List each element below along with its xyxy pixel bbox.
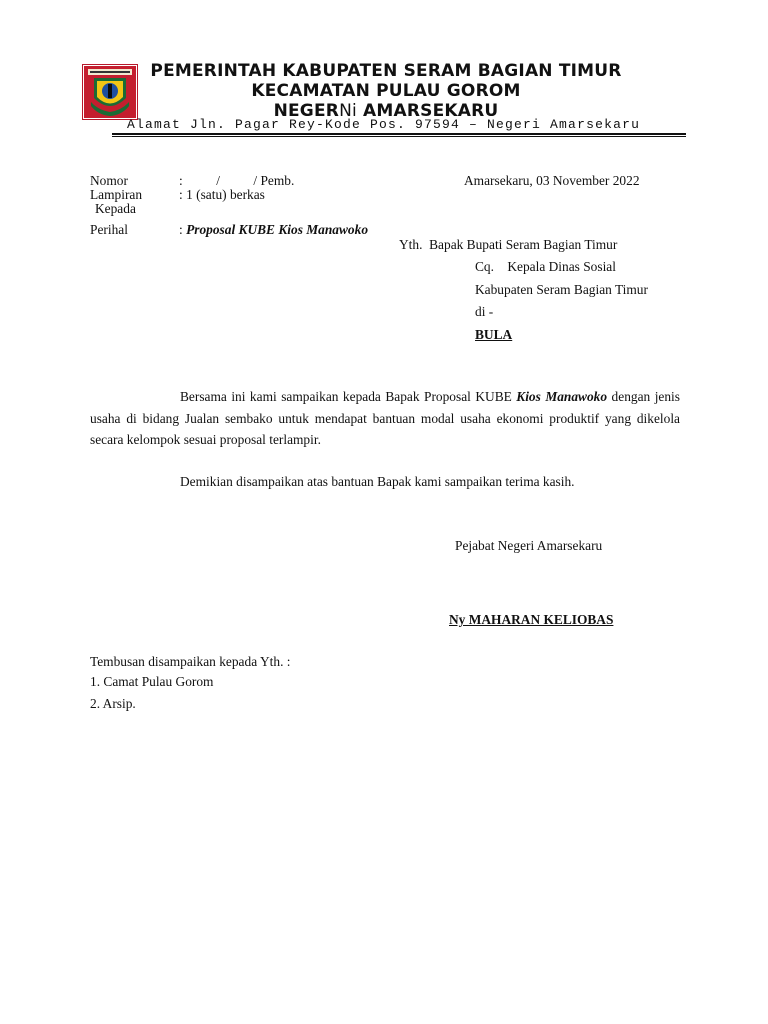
cc-item: 1. Camat Pulau Gorom — [90, 674, 214, 689]
body-para1-kios-name: Kios Manawoko — [516, 389, 608, 404]
kepada-label: Kepada — [95, 201, 136, 216]
nomor-value: : / / Pemb. — [179, 173, 295, 188]
header-government: PEMERINTAH KABUPATEN SERAM BAGIAN TIMUR — [150, 61, 622, 81]
recipient-regency: Kabupaten Seram Bagian Timur — [475, 282, 648, 297]
body-paragraph-2: Demikian disampaikan atas bantuan Bapak kami sampaikan terima kasih. — [180, 474, 575, 489]
perihal-value — [179, 223, 368, 236]
header-village-part3: AMARSEKARU — [356, 101, 499, 121]
signature-title: Pejabat Negeri Amarsekaru — [455, 538, 603, 553]
header-rule-thick — [112, 133, 686, 135]
recipient-yth: Yth. Bapak Bupati Seram Bagian Timur — [399, 237, 618, 252]
perihal-subject: Proposal KUBE Kios Manawoko — [186, 222, 369, 237]
header-rule-thin — [112, 136, 686, 137]
body-paragraph-1 — [90, 386, 680, 451]
header-address: Alamat Jln. Pagar Rey-Kode Pos. 97594 – Negeri Amarsekaru — [127, 117, 641, 132]
header-village-part2: Ni — [339, 101, 357, 121]
perihal-colon: : — [179, 222, 187, 237]
body-para1-text-c: dengan jenis usaha di bidang Jualan sembako untuk mendapat bantuan modal usaha ekonomi produktif yang dikelola secara kelompok sesuai proposal terlampir. — [90, 389, 680, 447]
lampiran-value: : 1 (satu) berkas — [179, 187, 265, 202]
recipient-di: di - — [475, 304, 494, 319]
regency-logo — [82, 64, 138, 120]
body-para1-text-a: Bersama ini kami sampaikan kepada Bapak Proposal KUBE — [180, 389, 517, 404]
letter-date: Amarsekaru, 03 November 2022 — [464, 173, 640, 188]
signature-name: Ny MAHARAN KELIOBAS — [449, 612, 614, 627]
perihal-label: Perihal — [90, 222, 128, 237]
header-district: KECAMATAN PULAU GOROM — [251, 81, 521, 101]
lampiran-label: Lampiran — [90, 187, 143, 202]
nomor-label: Nomor — [90, 173, 128, 188]
cc-heading: Tembusan disampaikan kepada Yth. : — [90, 654, 291, 669]
header-village-part1: NEGER — [273, 101, 340, 121]
recipient-cq: Cq. Kepala Dinas Sosial — [475, 259, 616, 274]
cc-item: 2. Arsip. — [90, 696, 136, 711]
recipient-city: BULA — [475, 327, 513, 342]
